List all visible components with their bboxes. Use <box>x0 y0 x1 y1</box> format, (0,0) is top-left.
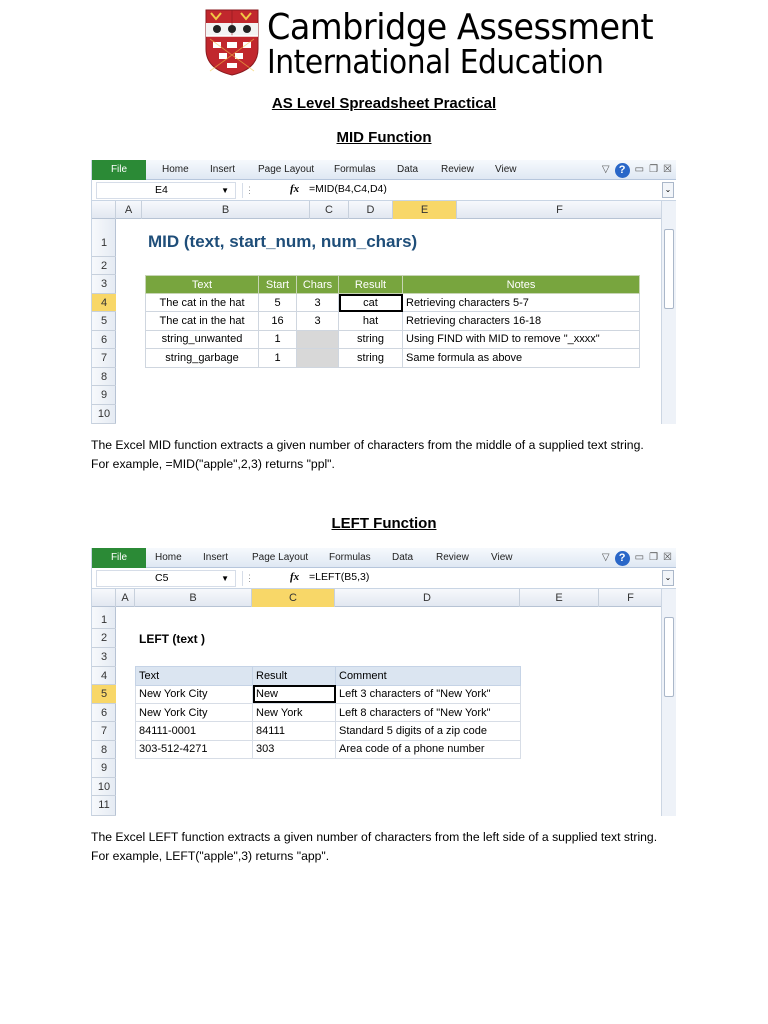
close-icon[interactable]: ☒ <box>663 164 672 175</box>
name-box[interactable] <box>96 570 236 587</box>
tab-home[interactable]: Home <box>155 552 182 563</box>
tab-formulas[interactable]: Formulas <box>329 552 371 563</box>
mid-data-table <box>145 275 640 368</box>
window-controls <box>602 162 672 178</box>
file-tab[interactable]: File <box>92 160 146 180</box>
sheet-title: MID (text, start_num, num_chars) <box>148 232 418 251</box>
tab-insert[interactable]: Insert <box>210 164 236 175</box>
vertical-scrollbar[interactable] <box>661 589 676 816</box>
column-header-f[interactable]: F <box>457 201 663 219</box>
dropdown-arrow-icon[interactable]: ▼ <box>221 186 229 195</box>
formula-input[interactable]: =MID(B4,C4,D4) <box>309 183 387 195</box>
row-header-8[interactable]: 8 <box>92 741 116 760</box>
left-description <box>91 828 731 866</box>
tab-formulas[interactable]: Formulas <box>334 164 376 175</box>
formula-separator-icon: ⋮ <box>242 571 256 586</box>
column-header-a[interactable]: A <box>116 201 142 219</box>
vertical-scrollbar[interactable] <box>661 201 676 424</box>
table-cell[interactable]: 1 <box>259 330 297 348</box>
table-cell[interactable]: string_garbage <box>146 349 259 367</box>
row-headers <box>92 607 116 816</box>
table-cell[interactable]: Retrieving characters 5-7 <box>403 294 640 312</box>
mid-description-line-2: For example, =MID("apple",2,3) returns "ppl". <box>91 457 335 471</box>
table-cell[interactable]: The cat in the hat <box>146 294 259 312</box>
expand-formula-bar-icon[interactable]: ⌄ <box>662 182 674 198</box>
column-header-f[interactable]: F <box>599 589 663 607</box>
window-controls <box>602 550 672 566</box>
row-header-6[interactable]: 6 <box>92 704 116 723</box>
row-header-10[interactable]: 10 <box>92 778 116 797</box>
left-data-table <box>135 666 521 759</box>
active-cell[interactable]: cat <box>339 294 403 312</box>
row-header-7[interactable]: 7 <box>92 722 116 741</box>
help-icon[interactable]: ? <box>615 163 630 178</box>
table-cell[interactable] <box>297 330 339 348</box>
table-row <box>136 685 521 703</box>
table-header-cell[interactable]: Comment <box>336 667 521 686</box>
table-cell[interactable]: 84111 <box>253 722 336 740</box>
row-header-5[interactable]: 5 <box>92 312 116 331</box>
left-excel-window <box>91 548 676 816</box>
row-header-1[interactable]: 1 <box>92 219 116 257</box>
table-cell[interactable]: 303-512-4271 <box>136 740 253 758</box>
table-cell[interactable]: 1 <box>259 349 297 367</box>
tab-data[interactable]: Data <box>397 164 419 175</box>
table-cell[interactable]: Retrieving characters 16-18 <box>403 312 640 330</box>
table-header-cell[interactable]: Text <box>146 276 259 294</box>
table-cell[interactable]: Left 3 characters of "New York" <box>336 685 521 703</box>
table-cell[interactable]: Using FIND with MID to remove "_xxxx" <box>403 330 640 348</box>
table-header-row <box>136 667 521 686</box>
table-row <box>136 740 521 758</box>
column-header-c[interactable]: C <box>310 201 349 219</box>
table-cell[interactable]: Standard 5 digits of a zip code <box>336 722 521 740</box>
column-header-d[interactable]: D <box>349 201 393 219</box>
formula-bar <box>92 568 676 589</box>
brand-line-1: Cambridge Assessment <box>267 7 654 48</box>
table-cell[interactable]: 303 <box>253 740 336 758</box>
ribbon-tabs <box>92 160 676 180</box>
row-header-5[interactable]: 5 <box>92 685 116 704</box>
insert-function-icon[interactable]: fx <box>290 183 300 195</box>
table-cell[interactable]: Same formula as above <box>403 349 640 367</box>
row-header-10[interactable]: 10 <box>92 405 116 425</box>
table-cell[interactable]: hat <box>339 312 403 330</box>
insert-function-icon[interactable]: fx <box>290 571 300 583</box>
tab-view[interactable]: View <box>491 552 513 563</box>
tab-home[interactable]: Home <box>162 164 189 175</box>
select-all-corner[interactable] <box>92 201 116 219</box>
mid-description-line-1: The Excel MID function extracts a given number of characters from the middle of a supplied text string. <box>91 438 644 452</box>
scrollbar-thumb[interactable] <box>664 229 674 309</box>
ribbon-collapse-icon[interactable]: ▽ <box>601 552 610 563</box>
table-cell[interactable]: 3 <box>297 294 339 312</box>
column-header-e[interactable]: E <box>393 201 457 219</box>
row-header-3[interactable]: 3 <box>92 275 116 294</box>
table-header-cell[interactable]: Notes <box>403 276 640 294</box>
column-header-c[interactable]: C <box>252 589 335 607</box>
table-row <box>146 312 640 330</box>
sheet-title: LEFT (text ) <box>139 632 205 646</box>
document-title: AS Level Spreadsheet Practical <box>271 95 497 112</box>
column-header-b[interactable]: B <box>135 589 252 607</box>
table-row <box>136 722 521 740</box>
minimize-icon[interactable]: ▭ <box>634 164 645 175</box>
tab-data[interactable]: Data <box>392 552 414 563</box>
row-headers <box>92 219 116 424</box>
active-cell[interactable]: New <box>253 685 336 703</box>
select-all-corner[interactable] <box>92 589 116 607</box>
table-header-cell[interactable]: Chars <box>297 276 339 294</box>
row-header-2[interactable]: 2 <box>92 257 116 275</box>
formula-input[interactable]: =LEFT(B5,3) <box>309 571 370 583</box>
table-cell[interactable]: 3 <box>297 312 339 330</box>
scrollbar-thumb[interactable] <box>664 617 674 697</box>
cambridge-crest-icon <box>205 9 259 76</box>
tab-page-layout[interactable]: Page Layout <box>252 552 309 563</box>
row-header-8[interactable]: 8 <box>92 368 116 387</box>
name-box[interactable] <box>96 182 236 199</box>
left-function-heading: LEFT Function <box>331 515 437 532</box>
table-cell[interactable] <box>297 349 339 367</box>
name-box-value: C5 <box>155 572 169 584</box>
close-icon[interactable]: ☒ <box>663 552 672 563</box>
table-cell[interactable]: 84111-0001 <box>136 722 253 740</box>
name-box-value: E4 <box>155 184 168 196</box>
ribbon-collapse-icon[interactable]: ▽ <box>601 164 610 175</box>
brand-logo <box>205 7 654 81</box>
left-description-line-2: For example, LEFT("apple",3) returns "app". <box>91 849 330 863</box>
expand-formula-bar-icon[interactable]: ⌄ <box>662 570 674 586</box>
formula-separator-icon: ⋮ <box>242 183 256 198</box>
table-cell[interactable]: New York <box>253 703 336 721</box>
table-cell[interactable]: 5 <box>259 294 297 312</box>
row-header-2[interactable]: 2 <box>92 629 116 648</box>
column-header-d[interactable]: D <box>335 589 520 607</box>
table-header-row <box>146 276 640 294</box>
table-header-cell[interactable]: Text <box>136 667 253 686</box>
tab-view[interactable]: View <box>495 164 517 175</box>
table-cell[interactable]: 16 <box>259 312 297 330</box>
table-cell[interactable]: New York City <box>136 703 253 721</box>
column-header-e[interactable]: E <box>520 589 599 607</box>
table-row <box>146 294 640 312</box>
table-header-cell[interactable]: Result <box>253 667 336 686</box>
table-cell[interactable]: string <box>339 349 403 367</box>
column-header-b[interactable]: B <box>142 201 310 219</box>
table-row <box>146 349 640 367</box>
formula-bar <box>92 180 676 201</box>
table-cell[interactable]: Left 8 characters of "New York" <box>336 703 521 721</box>
row-header-1[interactable]: 1 <box>92 611 116 629</box>
column-headers <box>92 201 676 219</box>
row-header-3[interactable]: 3 <box>92 648 116 667</box>
table-cell[interactable]: string <box>339 330 403 348</box>
table-header-cell[interactable]: Start <box>259 276 297 294</box>
tab-page-layout[interactable]: Page Layout <box>258 164 315 175</box>
row-header-4[interactable]: 4 <box>92 667 116 686</box>
tab-review[interactable]: Review <box>436 552 469 563</box>
help-icon[interactable]: ? <box>615 551 630 566</box>
restore-icon[interactable]: ❐ <box>649 164 659 175</box>
brand-line-2: International Education <box>267 42 604 81</box>
table-row <box>146 330 640 348</box>
table-cell[interactable]: string_unwanted <box>146 330 259 348</box>
table-cell[interactable]: Area code of a phone number <box>336 740 521 758</box>
row-header-7[interactable]: 7 <box>92 349 116 368</box>
column-headers <box>92 589 676 607</box>
table-cell[interactable]: The cat in the hat <box>146 312 259 330</box>
table-header-cell[interactable]: Result <box>339 276 403 294</box>
table-row <box>136 703 521 721</box>
tab-review[interactable]: Review <box>441 164 474 175</box>
table-cell[interactable]: New York City <box>136 685 253 703</box>
row-header-4[interactable]: 4 <box>92 294 116 313</box>
mid-excel-window <box>91 160 676 424</box>
column-header-a[interactable]: A <box>116 589 135 607</box>
dropdown-arrow-icon[interactable]: ▼ <box>221 574 229 583</box>
restore-icon[interactable]: ❐ <box>649 552 659 563</box>
mid-function-heading: MID Function <box>336 129 432 146</box>
mid-description <box>91 436 731 474</box>
tab-insert[interactable]: Insert <box>203 552 229 563</box>
row-header-6[interactable]: 6 <box>92 331 116 350</box>
left-description-line-1: The Excel LEFT function extracts a given number of characters from the left side of a supplied text string. <box>91 830 658 844</box>
row-header-11[interactable]: 11 <box>92 796 116 816</box>
row-header-9[interactable]: 9 <box>92 759 116 778</box>
ribbon-tabs <box>92 548 676 568</box>
file-tab[interactable]: File <box>92 548 146 568</box>
minimize-icon[interactable]: ▭ <box>634 552 645 563</box>
row-header-9[interactable]: 9 <box>92 386 116 405</box>
